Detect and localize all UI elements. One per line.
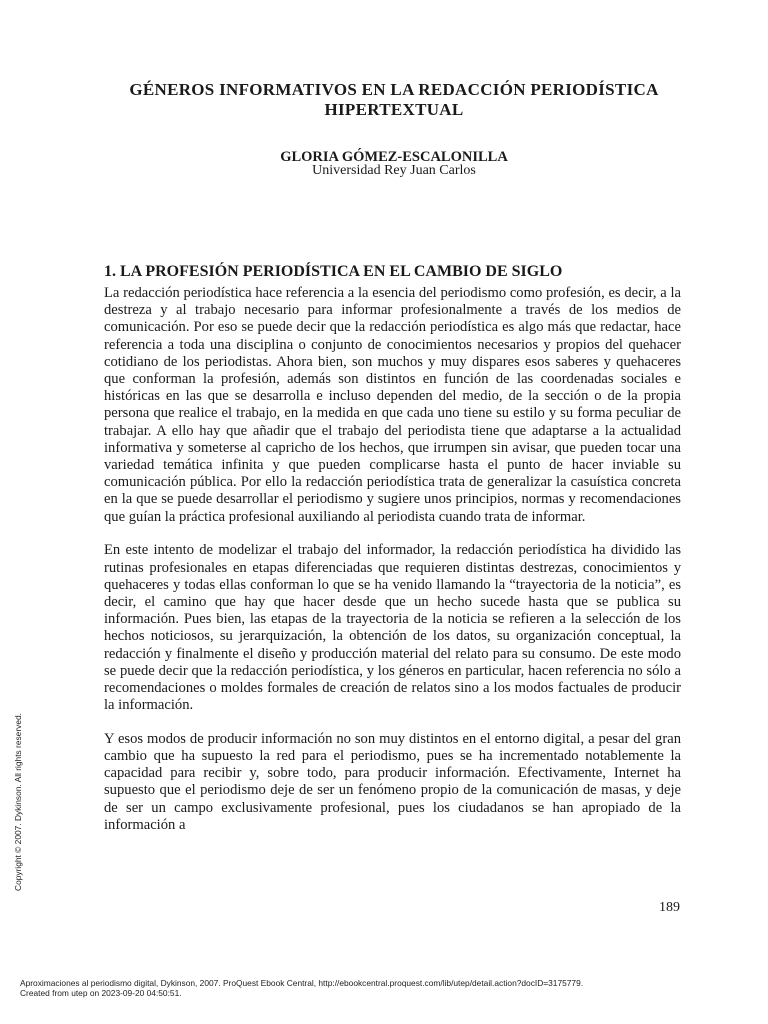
author-affiliation: Universidad Rey Juan Carlos — [312, 163, 476, 178]
body-text — [104, 285, 681, 851]
paragraph-2: En este intento de modelizar el trabajo del informador, la redacción periodística ha dividido las rutinas profesionales en etapas diferenciadas que requieren distintas destrezas, conocimientos y quehaceres y todas ellas conforman lo que se ha venido llamando la “trayectoria de la noticia”, es decir, el camino que hay que hacer desde que un hecho sucede hasta que se publica su información. Pues bien, las etapas de la trayectoria de la noticia se refieren a la selección de los hechos noticiosos, su jerarquización, la obtención de los datos, su organización conceptual, la redacción y finalmente el diseño y producción material del relato para su consumo. De este modo se puede decir que la redacción periodística, y los géneros en particular, hacen referencia no sólo a recomendaciones o moldes formales de creación de relatos sino a los modos factuales de producir la información. — [104, 542, 681, 714]
document-title: GÉNEROS INFORMATIVOS EN LA REDACCIÓN PERIODÍSTICA HIPERTEXTUAL — [129, 80, 659, 119]
paragraph-1: La redacción periodística hace referencia a la esencia del periodismo como profesión, es decir, a la destreza y al trabajo necesario para informar profesionalmente a través de los medios de comunicación. Por eso se puede decir que la redacción periodística es algo más que redactar, hace referencia a toda una disciplina o conjunto de conocimientos necesarios y propios del quehacer cotidiano de los periodistas. Ahora bien, son muchos y muy dispares esos saberes y quehaceres que conforman la profesión, además son distintos en función de las coordenadas sociales e históricas en las que se desarrolla e incluso dependen del medio, de la sección o de la propia persona que realice el trabajo, en la medida en que cada uno tiene su estilo y su forma peculiar de trabajar. A ello hay que añadir que el trabajo del periodista tiene que adaptarse a la actualidad informativa y someterse al capricho de los hechos, que irrumpen sin avisar, que pueden tocar una variedad temática infinita y que pueden complicarse hasta el punto de hacer inviable su comunicación pública. Por ello la redacción periodística trata de generalizar la casuística concreta en la que se puede desarrollar el periodismo y sugiere unos principios, normas y recomendaciones que guían la práctica profesional auxiliando al periodista cuando trata de informar. — [104, 285, 681, 525]
source-footer — [20, 978, 760, 998]
copyright-margin-note: Copyright © 2007. Dykinson. All rights reserved. — [13, 713, 23, 891]
section-heading: 1. LA PROFESIÓN PERIODÍSTICA EN EL CAMBIO DE SIGLO — [104, 263, 563, 280]
footer-citation: Aproximaciones al periodismo digital, Dykinson, 2007. ProQuest Ebook Central, http://ebookcentral.proquest.com/lib/utep/detail.action?docID=3175779. — [20, 978, 584, 988]
paragraph-3: Y esos modos de producir información no son muy distintos en el entorno digital, a pesar del gran cambio que ha supuesto la red para el periodismo, pues se ha incrementado notablemente la capacidad para recibir y, sobre todo, para producir información. Efectivamente, Internet ha supuesto que el periodismo deje de ser un fenómeno propio de la comunicación de masas, y deje de ser un campo exclusivamente profesional, pues los ciudadanos se han apropiado de la información a — [104, 730, 681, 833]
footer-created: Created from utep on 2023-09-20 04:50:51. — [20, 988, 182, 998]
author-name: GLORIA GÓMEZ-ESCALONILLA — [280, 149, 508, 165]
page-number: 189 — [659, 900, 680, 915]
